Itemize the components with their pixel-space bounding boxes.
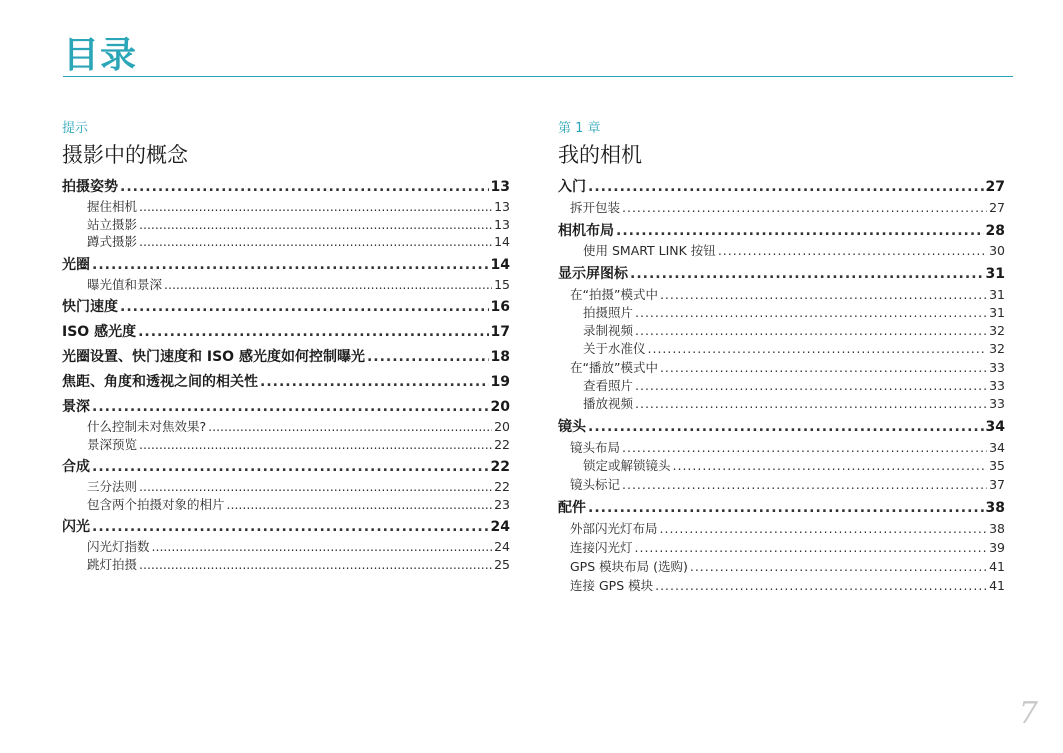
toc-entry-page: 41 bbox=[989, 559, 1005, 574]
toc-entry-page: 23 bbox=[494, 496, 510, 512]
toc-entry[interactable] bbox=[558, 538, 1005, 557]
toc-entry-page: 22 bbox=[494, 479, 510, 494]
toc-dot-leader bbox=[588, 417, 984, 438]
toc-entry-page: 39 bbox=[989, 540, 1005, 555]
toc-entry-label: 什么控制未对焦效果? bbox=[87, 419, 207, 434]
toc-entry-label: GPS 模块布局 (选购) bbox=[570, 559, 688, 574]
toc-dot-leader bbox=[260, 372, 489, 393]
toc-entry-label: 在“拍摄”模式中 bbox=[570, 287, 658, 302]
toc-entry-page: 27 bbox=[985, 179, 1005, 195]
toc-entry[interactable] bbox=[558, 576, 1005, 595]
toc-entry-page: 25 bbox=[494, 556, 510, 572]
toc-dot-leader bbox=[690, 557, 987, 576]
toc-dot-leader bbox=[92, 255, 489, 276]
toc-entry-page: 31 bbox=[989, 305, 1005, 320]
toc-entry-label: 连接 GPS 模块 bbox=[570, 578, 654, 593]
toc-entry-label: 蹲式摄影 bbox=[87, 234, 138, 249]
toc-entry-page: 33 bbox=[989, 396, 1005, 411]
toc-entry-page: 24 bbox=[490, 519, 510, 535]
toc-entry-heading[interactable] bbox=[558, 264, 1005, 285]
toc-entry-heading[interactable] bbox=[62, 347, 510, 368]
toc-entry-label: 配件 bbox=[558, 500, 586, 516]
toc-entry[interactable] bbox=[62, 418, 510, 436]
toc-entry-heading[interactable] bbox=[62, 297, 510, 318]
toc-dot-leader bbox=[139, 478, 492, 496]
toc-dot-leader bbox=[622, 475, 987, 494]
toc-dot-leader bbox=[673, 457, 988, 475]
toc-dot-leader bbox=[92, 517, 489, 538]
toc-entry-label: 闪光 bbox=[62, 519, 90, 535]
toc-entry[interactable] bbox=[558, 557, 1005, 576]
toc-list bbox=[558, 177, 1005, 595]
toc-entry[interactable] bbox=[558, 322, 1005, 340]
toc-entry[interactable] bbox=[558, 242, 1005, 260]
toc-entry-heading[interactable] bbox=[62, 177, 510, 198]
toc-entry[interactable] bbox=[558, 395, 1005, 413]
toc-entry-label: 镜头标记 bbox=[570, 477, 621, 492]
toc-entry-label: 焦距、角度和透视之间的相关性 bbox=[62, 374, 258, 390]
toc-entry-heading[interactable] bbox=[62, 255, 510, 276]
toc-entry-label: 外部闪光灯布局 bbox=[570, 521, 658, 536]
toc-entry[interactable] bbox=[62, 276, 510, 294]
toc-entry-page: 15 bbox=[494, 276, 510, 292]
toc-entry-label: 合成 bbox=[62, 459, 90, 475]
toc-entry-page: 30 bbox=[989, 243, 1005, 258]
toc-entry[interactable] bbox=[62, 216, 510, 234]
toc-entry[interactable] bbox=[558, 285, 1005, 304]
toc-dot-leader bbox=[718, 242, 987, 260]
toc-entry-label: 使用 SMART LINK 按钮 bbox=[583, 243, 716, 258]
toc-entry-page: 27 bbox=[989, 200, 1005, 215]
toc-dot-leader bbox=[208, 418, 492, 436]
toc-dot-leader bbox=[635, 395, 987, 413]
toc-entry-label: 镜头 bbox=[558, 419, 586, 435]
toc-entry-label: 景深预览 bbox=[87, 436, 138, 452]
toc-dot-leader bbox=[139, 233, 492, 251]
toc-entry-page: 41 bbox=[989, 578, 1005, 593]
toc-dot-leader bbox=[635, 538, 988, 557]
toc-entry-page: 13 bbox=[494, 216, 510, 232]
toc-entry[interactable] bbox=[558, 438, 1005, 457]
toc-entry-page: 18 bbox=[490, 349, 510, 365]
toc-entry-label: 快门速度 bbox=[62, 299, 118, 315]
toc-entry-heading[interactable] bbox=[62, 322, 510, 343]
toc-dot-leader bbox=[660, 285, 987, 304]
toc-dot-leader bbox=[616, 221, 984, 242]
toc-entry-heading[interactable] bbox=[558, 177, 1005, 198]
toc-dot-leader bbox=[622, 438, 987, 457]
toc-entry-label: 拆开包装 bbox=[570, 200, 621, 215]
toc-entry-page: 34 bbox=[985, 419, 1005, 435]
toc-dot-leader bbox=[139, 436, 492, 454]
toc-entry-label: 跳灯拍摄 bbox=[87, 556, 138, 572]
toc-dot-leader bbox=[120, 297, 489, 318]
toc-entry-page: 22 bbox=[494, 436, 510, 452]
toc-entry-page: 32 bbox=[989, 323, 1005, 338]
toc-dot-leader bbox=[588, 177, 984, 198]
toc-entry-page: 31 bbox=[985, 266, 1005, 282]
toc-dot-leader bbox=[139, 198, 492, 216]
toc-entry-page: 14 bbox=[494, 234, 510, 249]
toc-entry-page: 34 bbox=[989, 440, 1005, 455]
toc-entry-label: 入门 bbox=[558, 179, 586, 195]
toc-entry-label: 包含两个拍摄对象的相片 bbox=[87, 496, 225, 512]
toc-dot-leader bbox=[622, 198, 987, 217]
toc-entry[interactable] bbox=[62, 538, 510, 556]
toc-entry-page: 24 bbox=[494, 539, 510, 554]
toc-entry-heading[interactable] bbox=[62, 397, 510, 418]
toc-dot-leader bbox=[588, 498, 984, 519]
toc-entry-label: 查看照片 bbox=[583, 378, 634, 393]
toc-entry-label: 关于水准仪 bbox=[583, 341, 646, 356]
toc-entry-label: 曝光值和景深 bbox=[87, 276, 163, 292]
toc-entry[interactable] bbox=[558, 519, 1005, 538]
toc-entry[interactable] bbox=[558, 377, 1005, 395]
toc-entry-label: 锁定或解锁镜头 bbox=[583, 458, 671, 473]
toc-entry-page: 13 bbox=[490, 179, 510, 195]
toc-dot-leader bbox=[630, 264, 984, 285]
toc-entry-page: 19 bbox=[490, 374, 510, 390]
toc-entry-heading[interactable] bbox=[558, 417, 1005, 438]
toc-dot-leader bbox=[367, 347, 489, 368]
toc-dot-leader bbox=[660, 519, 988, 538]
toc-entry-label: 拍摄照片 bbox=[583, 305, 634, 320]
page-title: 目录 bbox=[63, 35, 138, 76]
toc-entry[interactable] bbox=[62, 556, 510, 574]
section-kicker: 第 1 章 bbox=[558, 121, 601, 136]
toc-entry-label: 播放视频 bbox=[583, 396, 634, 411]
toc-entry-heading[interactable] bbox=[62, 517, 510, 538]
toc-entry-page: 35 bbox=[989, 458, 1005, 473]
section-title: 摄影中的概念 bbox=[62, 143, 188, 167]
toc-entry-page: 32 bbox=[989, 341, 1005, 356]
toc-entry-heading[interactable] bbox=[62, 457, 510, 478]
toc-entry[interactable] bbox=[558, 304, 1005, 322]
toc-entry[interactable] bbox=[558, 198, 1005, 217]
toc-dot-leader bbox=[139, 556, 492, 574]
toc-entry-label: 显示屏图标 bbox=[558, 266, 628, 282]
toc-entry-page: 28 bbox=[985, 223, 1005, 239]
toc-entry[interactable] bbox=[558, 358, 1005, 377]
toc-entry-page: 38 bbox=[989, 521, 1005, 536]
toc-dot-leader bbox=[120, 177, 489, 198]
toc-entry-heading[interactable] bbox=[62, 372, 510, 393]
toc-entry-label: 镜头布局 bbox=[570, 440, 621, 455]
toc-entry-page: 16 bbox=[490, 299, 510, 315]
toc-column-chapter-1 bbox=[558, 120, 1005, 595]
toc-entry-page: 17 bbox=[490, 324, 510, 340]
toc-entry-label: 光圈设置、快门速度和 ISO 感光度如何控制曝光 bbox=[62, 349, 365, 365]
toc-entry-page: 14 bbox=[490, 256, 510, 273]
toc-entry-page: 13 bbox=[494, 199, 510, 214]
toc-entry-heading[interactable] bbox=[558, 221, 1005, 242]
toc-entry-page: 22 bbox=[490, 459, 510, 475]
toc-dot-leader bbox=[635, 322, 987, 340]
toc-column-concepts bbox=[62, 120, 510, 573]
toc-entry[interactable] bbox=[62, 478, 510, 496]
toc-entry-page: 37 bbox=[989, 477, 1005, 492]
toc-entry-heading[interactable] bbox=[558, 498, 1005, 519]
toc-dot-leader bbox=[660, 358, 987, 377]
toc-dot-leader bbox=[92, 397, 489, 418]
section-kicker: 提示 bbox=[62, 121, 89, 136]
toc-entry[interactable] bbox=[62, 198, 510, 216]
toc-dot-leader bbox=[635, 377, 987, 395]
toc-entry[interactable] bbox=[558, 340, 1005, 358]
toc-entry[interactable] bbox=[62, 496, 510, 514]
toc-entry-label: 景深 bbox=[62, 399, 90, 415]
toc-entry-page: 33 bbox=[989, 360, 1005, 375]
toc-entry[interactable] bbox=[558, 457, 1005, 475]
toc-entry-page: 20 bbox=[490, 399, 510, 415]
toc-entry-label: 拍摄姿势 bbox=[62, 179, 118, 195]
toc-entry-label: 在“播放”模式中 bbox=[570, 360, 658, 375]
toc-entry[interactable] bbox=[558, 475, 1005, 494]
toc-dot-leader bbox=[92, 457, 489, 478]
title-divider bbox=[63, 76, 1013, 77]
toc-entry-label: 光圈 bbox=[62, 256, 90, 273]
toc-dot-leader bbox=[655, 576, 987, 595]
toc-entry-label: 三分法则 bbox=[87, 479, 138, 494]
toc-entry-label: 录制视频 bbox=[583, 323, 634, 338]
toc-dot-leader bbox=[635, 304, 987, 322]
toc-dot-leader bbox=[164, 276, 492, 294]
toc-entry-label: 站立摄影 bbox=[87, 216, 138, 232]
toc-entry-label: 连接闪光灯 bbox=[570, 540, 633, 555]
toc-dot-leader bbox=[139, 216, 492, 234]
toc-dot-leader bbox=[152, 538, 493, 556]
toc-dot-leader bbox=[648, 340, 988, 358]
toc-entry-page: 20 bbox=[494, 419, 510, 434]
toc-dot-leader bbox=[138, 322, 488, 343]
page-number: 7 bbox=[1018, 696, 1038, 731]
toc-dot-leader bbox=[227, 496, 493, 514]
toc-entry[interactable] bbox=[62, 233, 510, 251]
toc-entry-label: 闪光灯指数 bbox=[87, 539, 150, 554]
section-title: 我的相机 bbox=[558, 143, 642, 167]
toc-entry-label: ISO 感光度 bbox=[62, 324, 137, 340]
toc-entry-page: 31 bbox=[989, 287, 1005, 302]
toc-entry-page: 38 bbox=[985, 500, 1005, 516]
toc-entry[interactable] bbox=[62, 436, 510, 454]
toc-entry-label: 握住相机 bbox=[87, 199, 138, 214]
toc-entry-page: 33 bbox=[989, 378, 1005, 393]
toc-list bbox=[62, 177, 510, 573]
toc-entry-label: 相机布局 bbox=[558, 223, 614, 239]
